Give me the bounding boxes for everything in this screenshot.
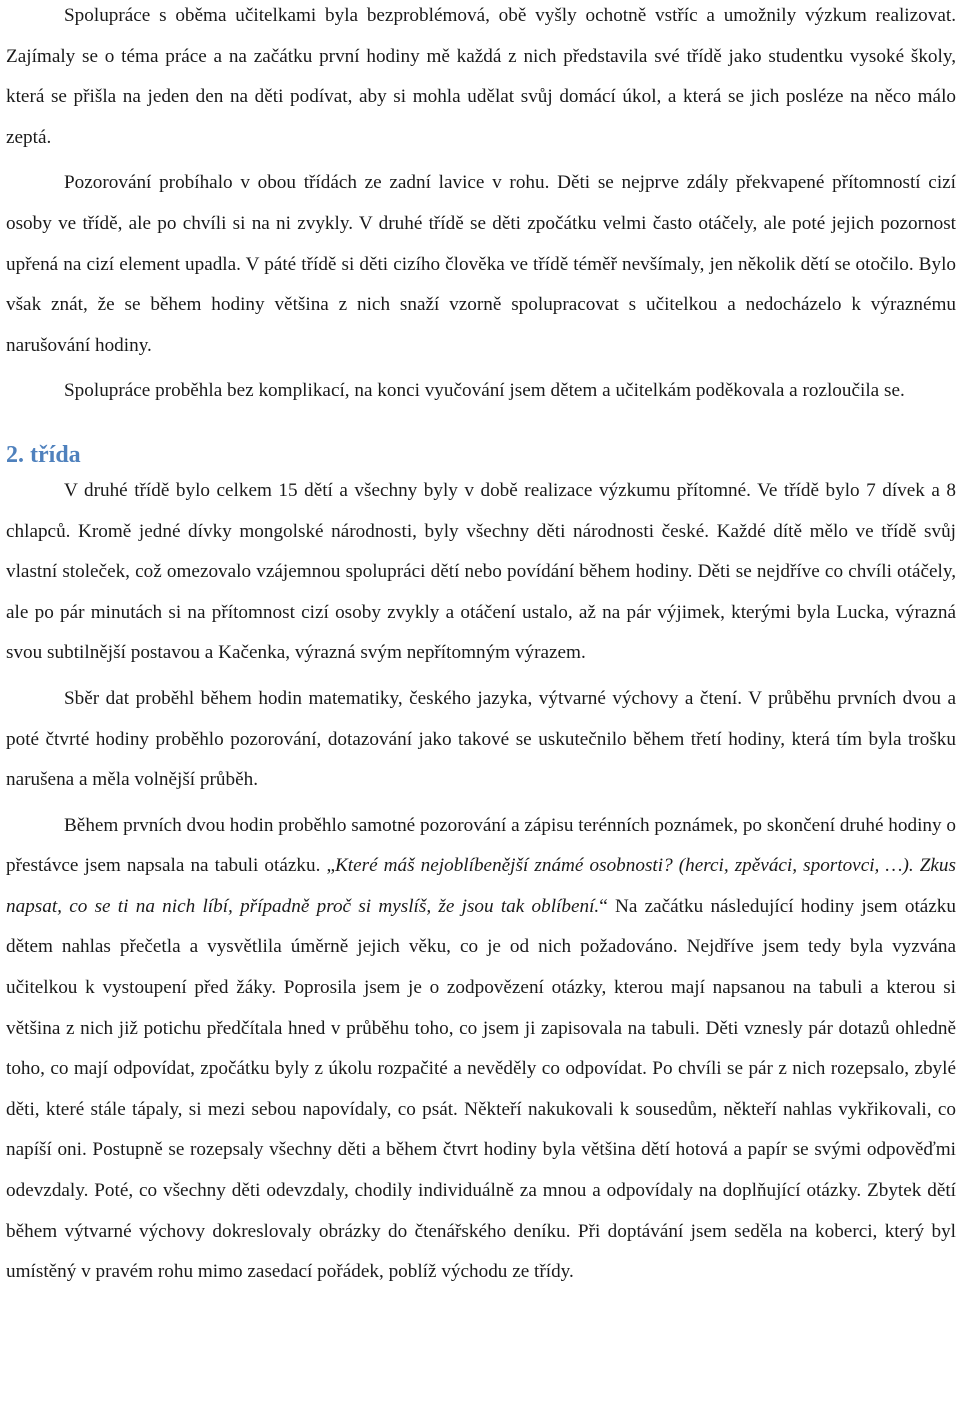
paragraph-class-description: V druhé třídě bylo celkem 15 dětí a všechny byly v době realizace výzkumu přítomné. Ve třídě bylo 7 dívek a 8 chlapců. Kromě jedné dívky mongolské národnosti, byly všechny děti národnosti české. Každé dítě mělo ve třídě svůj vlastní stoleček, což omezovalo vzájemnou spolupráci dětí nebo povídání během hodiny. Děti se nejdříve co chvíli otáčely, ale po pár minutách si na přítomnost cizí osoby zvykly a otáčení ustalo, až na pár výjimek, kterými byla Lucka, výrazná svou subtilnější postavou a Kačenka, výrazná svým nepřítomným výrazem. xyxy=(6,479,956,664)
paragraph-observation: Pozorování probíhalo v obou třídách ze zadní lavice v rohu. Děti se nejprve zdály překvapené přítomností cizí osoby ve třídě, ale po chvíli si na ni zvykly. V druhé třídě se děti zpočátku velmi často otáčely, ale poté jejich pozornost upřená na cizí element upadla. V páté třídě si děti cizího člověka ve třídě téměř nevšímaly, jen několik dětí se otočilo. Bylo však znát, že se během hodiny většina z nich snaží vzorně spolupracovat s učitelkou a nedocházelo k výraznému narušování hodiny. xyxy=(6,172,956,356)
paragraph-questioning-rest: “ Na začátku následující hodiny jsem otázku dětem nahlas přečetla a vysvětlila úměrně jejich věku, co je od nich požadováno. Nejdříve jsem tedy byla vyzvána učitelkou k vystoupení před žáky. Poprosila jsem je o zodpovězení otázky, kterou mají napsanou na tabuli a kterou si většina z nich již potichu předčítala hned v průběhu toho, co jsem ji zapisovala na tabuli. Děti vznesly pár dotazů ohledně toho, co mají odpovídat, zpočátku byly z úkolu rozpačité a nevěděly co odpovídat. Po chvíli se pár z nich rozepsalo, zbylé děti, které stále tápaly, si mezi sebou napovídaly, co psát. Někteří nakukovali k sousedům, někteří nahlas vykřikovali, co napíší oni. Postupně se rozepsaly všechny děti a během čtvrt hodiny byla většina dětí hotová a papír se svými odpověďmi odevzdaly. Poté, co všechny děti odevzdaly, chodily individuálně za mnou a odpovídaly na doplňující otázky. Zbytek dětí během výtvarné výchovy dokreslovaly obrázky do čtenářského deníku. Při doptávání jsem seděla na koberci, který byl umístěný v pravém rohu mimo zasedací pořádek, poblíž východu ze třídy. xyxy=(6,895,956,1283)
paragraph-questioning xyxy=(6,806,956,1293)
paragraph-farewell: Spolupráce proběhla bez komplikací, na konci vyučování jsem dětem a učitelkám poděkovala a rozloučila se. xyxy=(64,380,905,402)
quoted-question: Které máš nejoblíbenější známé osobnosti? (herci, zpěváci, sportovci, …). Zkus napsat, co se ti na nich líbí, případně proč si myslíš, že jsou tak oblíbení. xyxy=(6,855,956,917)
paragraph-cooperation: Spolupráce s oběma učitelkami byla bezproblémová, obě vyšly ochotně vstříc a umožnily výzkum realizovat. Zajímaly se o téma práce a na začátku první hodiny mě každá z nich představila své třídě jako studentku vysoké školy, která se přišla na jeden den na děti podívat, aby si mohla udělat svůj domácí úkol, a která se jich posléze na něco málo zeptá. xyxy=(6,5,956,148)
section-heading: 2. třída xyxy=(6,441,81,468)
paragraph-questioning-intro: Během prvních dvou hodin proběhlo samotné pozorování a zápisu terénních poznámek, po skončení druhé hodiny o přestávce jsem napsala na tabuli otázku. „ xyxy=(6,814,956,877)
paragraph-data-collection: Sběr dat proběhl během hodin matematiky, českého jazyka, výtvarné výchovy a čtení. V průběhu prvních dvou a poté čtvrté hodiny proběhlo pozorování, dotazování jako takové se uskutečnilo během třetí hodiny, která tím byla trošku narušena a měla volnější průběh. xyxy=(6,687,956,791)
